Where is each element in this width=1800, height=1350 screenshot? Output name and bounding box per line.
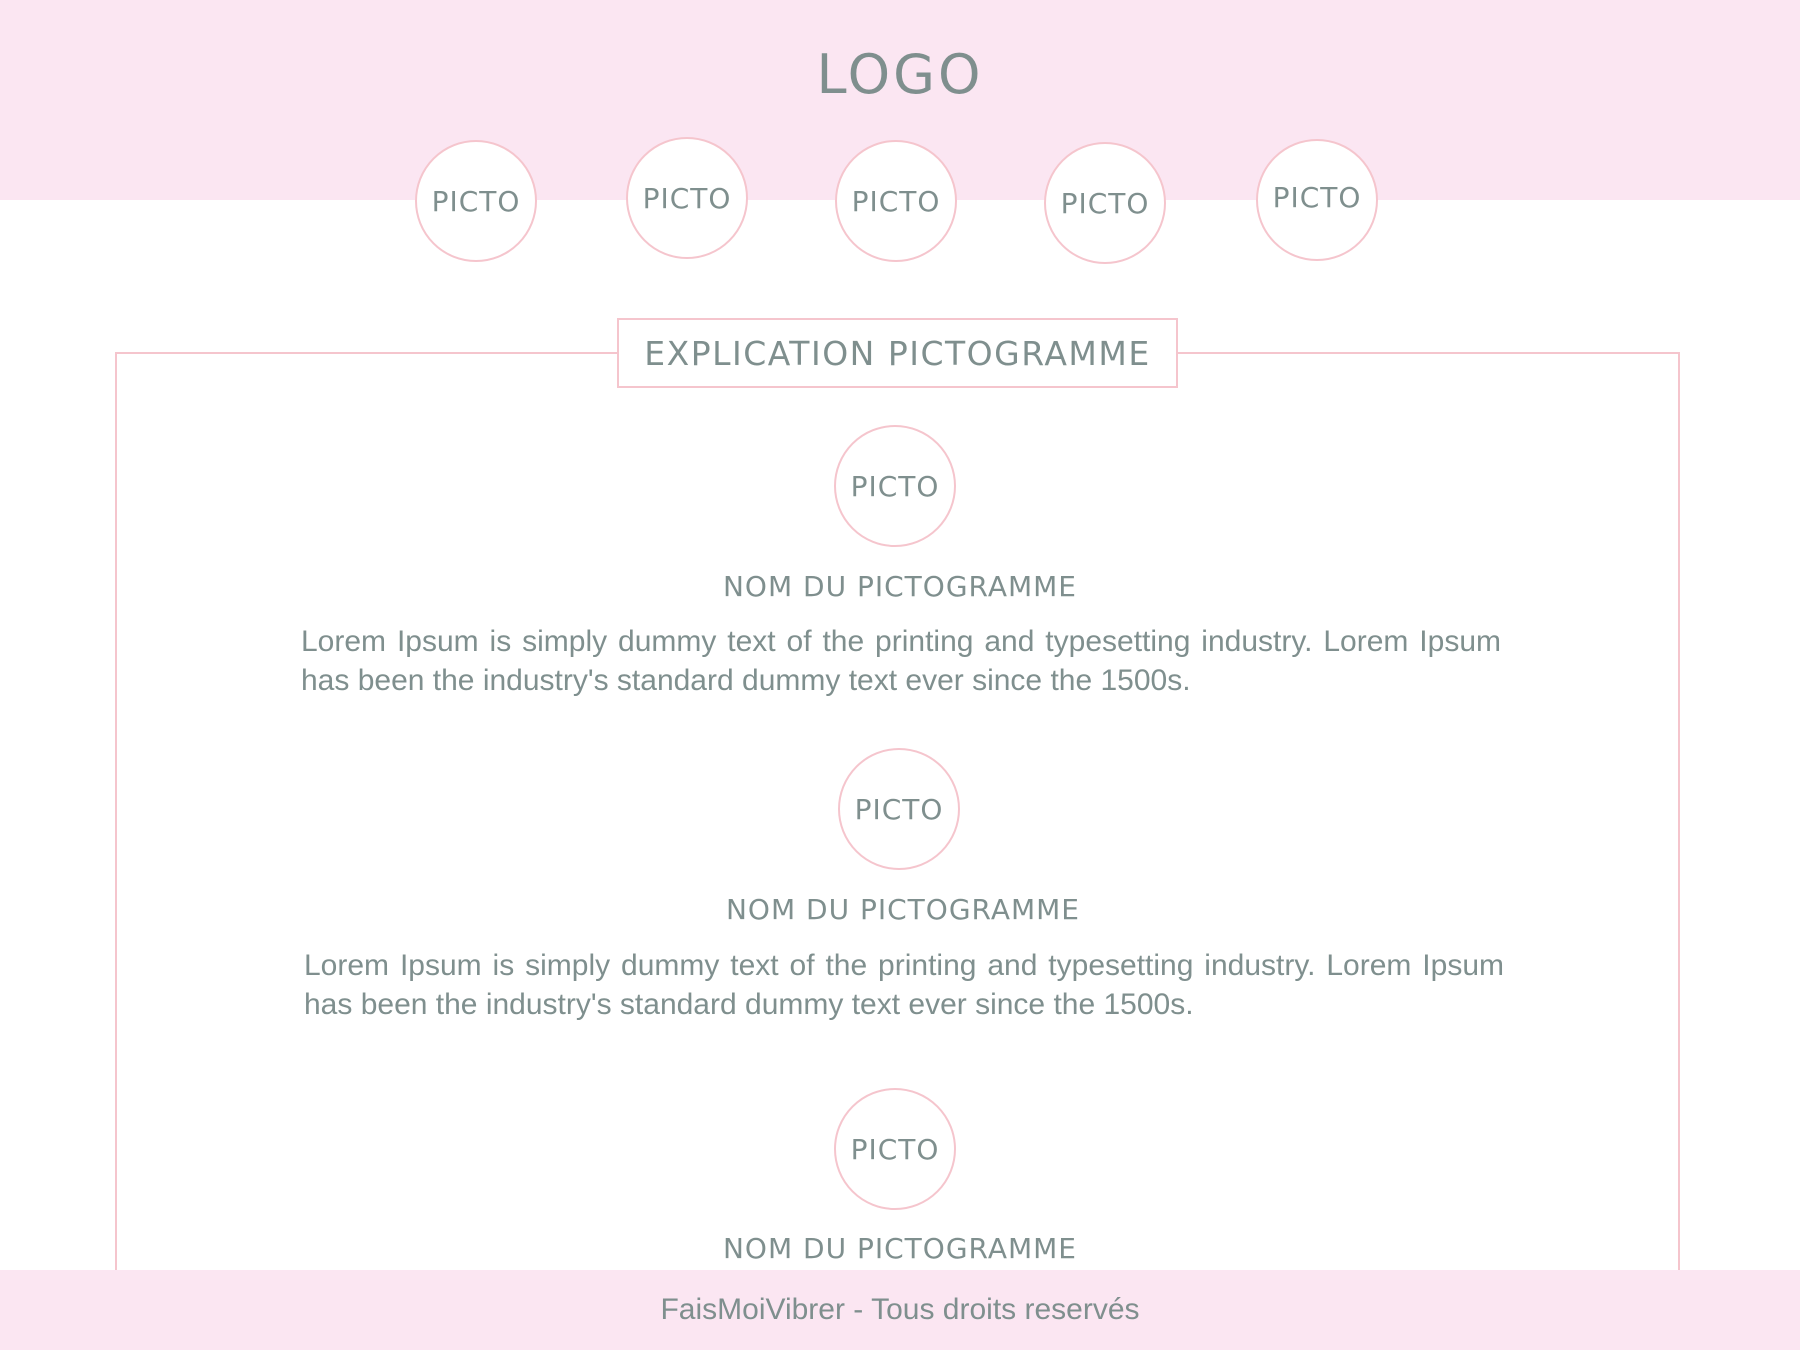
nav-picto-4[interactable]: PICTO <box>1044 142 1166 264</box>
nav-picto-2[interactable]: PICTO <box>626 137 748 259</box>
nav-picto-5[interactable]: PICTO <box>1256 139 1378 261</box>
nav-picto-1[interactable]: PICTO <box>415 140 537 262</box>
footer <box>0 1270 1800 1350</box>
entry-picto-3: PICTO <box>834 1088 956 1210</box>
nav-picto-3[interactable]: PICTO <box>835 140 957 262</box>
entry-name-2: NOM DU PICTOGRAMME <box>725 893 1080 926</box>
explanation-title: EXPLICATION PICTOGRAMME <box>617 318 1178 388</box>
entry-description-2: Lorem Ipsum is simply dummy text of the printing and typesetting industry. Lorem Ipsum has been the industry's standard dummy text ever since the 1500s. <box>304 949 1504 1021</box>
entry-description-1: Lorem Ipsum is simply dummy text of the printing and typesetting industry. Lorem Ipsum has been the industry's standard dummy text ever since the 1500s. <box>301 625 1501 697</box>
entry-picto-1: PICTO <box>834 425 956 547</box>
entry-picto-2: PICTO <box>838 748 960 870</box>
footer-copyright: FaisMoiVibrer - Tous droits reservés <box>660 1293 1140 1326</box>
entry-name-3: NOM DU PICTOGRAMME <box>722 1232 1077 1265</box>
entry-name-1: NOM DU PICTOGRAMME <box>722 570 1077 603</box>
logo[interactable]: LOGO <box>816 43 984 106</box>
